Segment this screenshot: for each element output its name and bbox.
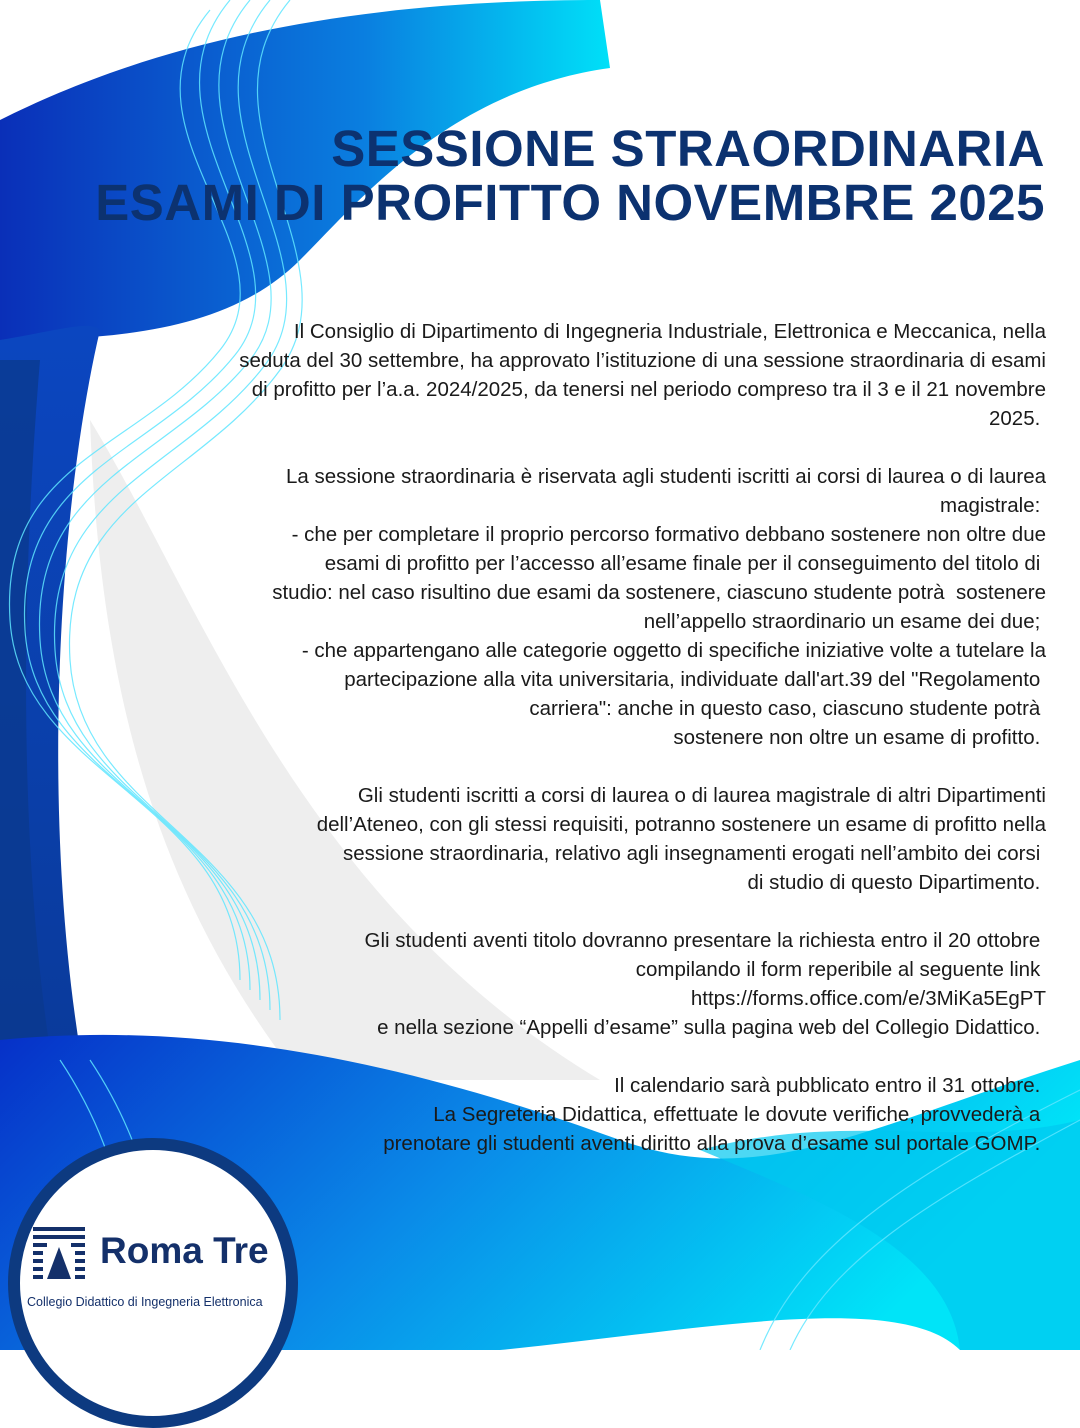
body-line: sostenere non oltre un esame di profitto. xyxy=(673,726,1046,749)
body-line: carriera": anche in questo caso, ciascuno studente potrà xyxy=(529,697,1046,720)
body-line: 2025. xyxy=(989,407,1046,430)
body-line: dell’Ateneo, con gli stessi requisiti, potranno sostenere un esame di profitto nella xyxy=(316,813,1046,836)
blank-line xyxy=(86,752,1046,781)
body-line[interactable]: https://forms.office.com/e/3MiKa5EgPT xyxy=(690,987,1046,1010)
blank-line xyxy=(86,1042,1046,1071)
body-line: nell’appello straordinario un esame dei due; xyxy=(643,610,1046,633)
body-line: - che appartengano alle categorie oggetto di specifiche iniziative volte a tutelare la xyxy=(301,639,1046,662)
page-title xyxy=(95,122,1045,230)
body-line: seduta del 30 settembre, ha approvato l’istituzione di una sessione straordinaria di esami xyxy=(239,349,1046,372)
title-line-1: SESSIONE STRAORDINARIA xyxy=(331,120,1045,177)
blank-line xyxy=(86,433,1046,462)
body-line: di profitto per l’a.a. 2024/2025, da tenersi nel periodo compreso tra il 3 e il 21 novembre xyxy=(251,378,1046,401)
body-line: esami di profitto per l’accesso all’esame finale per il conseguimento del titolo di xyxy=(324,552,1046,575)
blank-line xyxy=(86,897,1046,926)
title-line-2: ESAMI DI PROFITTO NOVEMBRE 2025 xyxy=(95,174,1045,231)
body-line: di studio di questo Dipartimento. xyxy=(747,871,1046,894)
body-line: partecipazione alla vita universitaria, individuate dall'art.39 del "Regolamento xyxy=(344,668,1046,691)
body-line: e nella sezione “Appelli d’esame” sulla pagina web del Collegio Didattico. xyxy=(377,1016,1046,1039)
body-line: Il Consiglio di Dipartimento di Ingegneria Industriale, Elettronica e Meccanica, nella xyxy=(293,320,1046,343)
body-line: Gli studenti aventi titolo dovranno presentare la richiesta entro il 20 ottobre xyxy=(364,929,1046,952)
body-line: prenotare gli studenti aventi diritto alla prova d’esame sul portale GOMP. xyxy=(383,1132,1046,1155)
roma-tre-logo-icon xyxy=(33,1227,85,1279)
body-line: Il calendario sarà pubblicato entro il 31 ottobre. xyxy=(614,1074,1046,1097)
body-line: La Segreteria Didattica, effettuate le dovute verifiche, provvederà a xyxy=(433,1103,1046,1126)
logo-name: Roma Tre xyxy=(100,1230,269,1271)
body-line: Gli studenti iscritti a corsi di laurea o di laurea magistrale di altri Dipartimenti xyxy=(357,784,1046,807)
announcement-body xyxy=(86,317,1046,1158)
body-line: La sessione straordinaria è riservata agli studenti iscritti ai corsi di laurea o di laurea xyxy=(285,465,1046,488)
logo-subtitle: Collegio Didattico di Ingegneria Elettronica xyxy=(27,1295,263,1309)
body-line: sessione straordinaria, relativo agli insegnamenti erogati nell’ambito dei corsi xyxy=(342,842,1046,865)
logo-badge xyxy=(8,1138,298,1428)
body-line: compilando il form reperibile al seguente link xyxy=(635,958,1046,981)
body-line: magistrale: xyxy=(940,494,1046,517)
body-line: studio: nel caso risultino due esami da sostenere, ciascuno studente potrà sostenere xyxy=(272,581,1046,604)
body-line: - che per completare il proprio percorso formativo debbano sostenere non oltre due xyxy=(291,523,1046,546)
